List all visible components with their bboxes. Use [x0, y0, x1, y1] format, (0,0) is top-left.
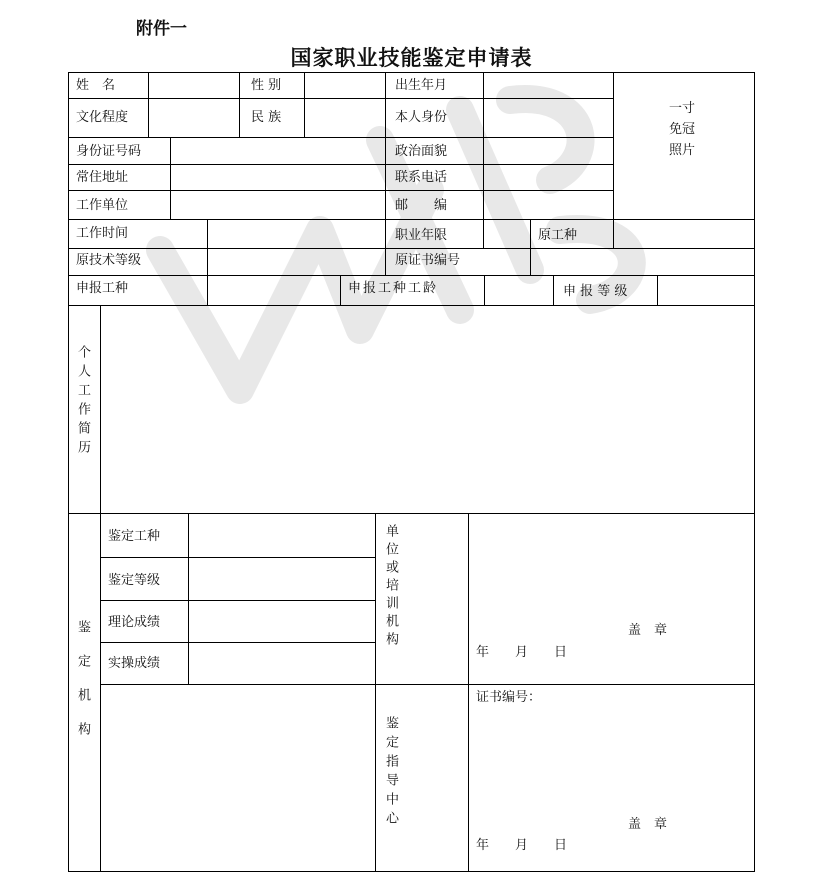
- career-years-field[interactable]: [484, 220, 530, 248]
- postcode-field[interactable]: [484, 191, 613, 219]
- unit-seal-label: 盖 章: [628, 623, 668, 638]
- address-field[interactable]: [171, 165, 385, 190]
- original-cert-field[interactable]: [531, 249, 754, 275]
- apply-level-field[interactable]: [658, 276, 754, 305]
- ethnicity-label: 民 族: [251, 110, 282, 125]
- ethnicity-field[interactable]: [305, 99, 385, 137]
- birth-label: 出生年月: [395, 78, 448, 93]
- original-trade-field[interactable]: [614, 220, 754, 248]
- name-label: 姓 名: [76, 78, 116, 93]
- political-field[interactable]: [484, 138, 613, 164]
- original-level-label: 原技术等级: [76, 253, 142, 268]
- original-trade-label: 原工种: [538, 228, 578, 243]
- appraisal-level-label: 鉴定等级: [108, 573, 161, 588]
- center-label: 鉴定指导中心: [383, 716, 398, 830]
- form-title: 国家职业技能鉴定申请表: [290, 45, 533, 70]
- apply-trade-years-field[interactable]: [485, 276, 553, 305]
- appraisal-notes-field[interactable]: [101, 685, 375, 871]
- theory-score-field[interactable]: [189, 601, 375, 642]
- theory-score-label: 理论成绩: [108, 615, 161, 630]
- center-seal-label: 盖 章: [628, 817, 668, 832]
- photo-line-3: 照片: [669, 143, 696, 158]
- work-start-label: 工作时间: [76, 226, 129, 241]
- photo-line-2: 免冠: [669, 122, 696, 137]
- unit-label: 单位或培训机构: [383, 524, 398, 650]
- appraisal-trade-field[interactable]: [189, 514, 375, 557]
- practice-score-label: 实操成绩: [108, 656, 161, 671]
- gender-field[interactable]: [305, 73, 385, 98]
- name-field[interactable]: [149, 73, 239, 98]
- apply-level-label: 申 报 等 级: [563, 284, 628, 299]
- career-years-label: 职业年限: [395, 228, 448, 243]
- political-label: 政治面貌: [395, 144, 448, 159]
- employer-field[interactable]: [171, 191, 385, 219]
- apply-trade-label: 申报工种: [76, 281, 129, 296]
- id-number-label: 身份证号码: [76, 144, 142, 159]
- identity-field[interactable]: [484, 99, 613, 137]
- unit-date-label: 年 月 日: [476, 645, 568, 660]
- address-label: 常住地址: [76, 170, 129, 185]
- original-cert-label: 原证书编号: [395, 253, 461, 268]
- appraisal-level-field[interactable]: [189, 558, 375, 600]
- cert-number-label: 证书编号：: [476, 690, 542, 705]
- birth-field[interactable]: [484, 73, 613, 98]
- appraisal-side-label: 鉴 定 机 构: [75, 620, 90, 739]
- attachment-label: 附件一: [136, 19, 187, 39]
- postcode-label: 邮 编: [395, 198, 448, 213]
- photo-line-1: 一寸: [669, 101, 696, 116]
- id-number-field[interactable]: [171, 138, 385, 164]
- employer-label: 工作单位: [76, 198, 129, 213]
- resume-label: 个人工作简历: [75, 345, 90, 459]
- practice-score-field[interactable]: [189, 643, 375, 684]
- gender-label: 性 别: [251, 78, 282, 93]
- education-label: 文化程度: [76, 110, 129, 125]
- resume-field[interactable]: [101, 306, 754, 513]
- original-level-field[interactable]: [208, 249, 385, 275]
- apply-trade-years-label: 申报工种工龄: [348, 281, 439, 296]
- phone-field[interactable]: [484, 165, 613, 190]
- photo-placeholder[interactable]: [640, 98, 730, 161]
- center-date-label: 年 月 日: [476, 838, 568, 853]
- apply-trade-field[interactable]: [208, 276, 340, 305]
- appraisal-trade-label: 鉴定工种: [108, 529, 161, 544]
- phone-label: 联系电话: [395, 170, 448, 185]
- education-field[interactable]: [149, 99, 239, 137]
- work-start-field[interactable]: [208, 220, 385, 248]
- identity-label: 本人身份: [395, 110, 448, 125]
